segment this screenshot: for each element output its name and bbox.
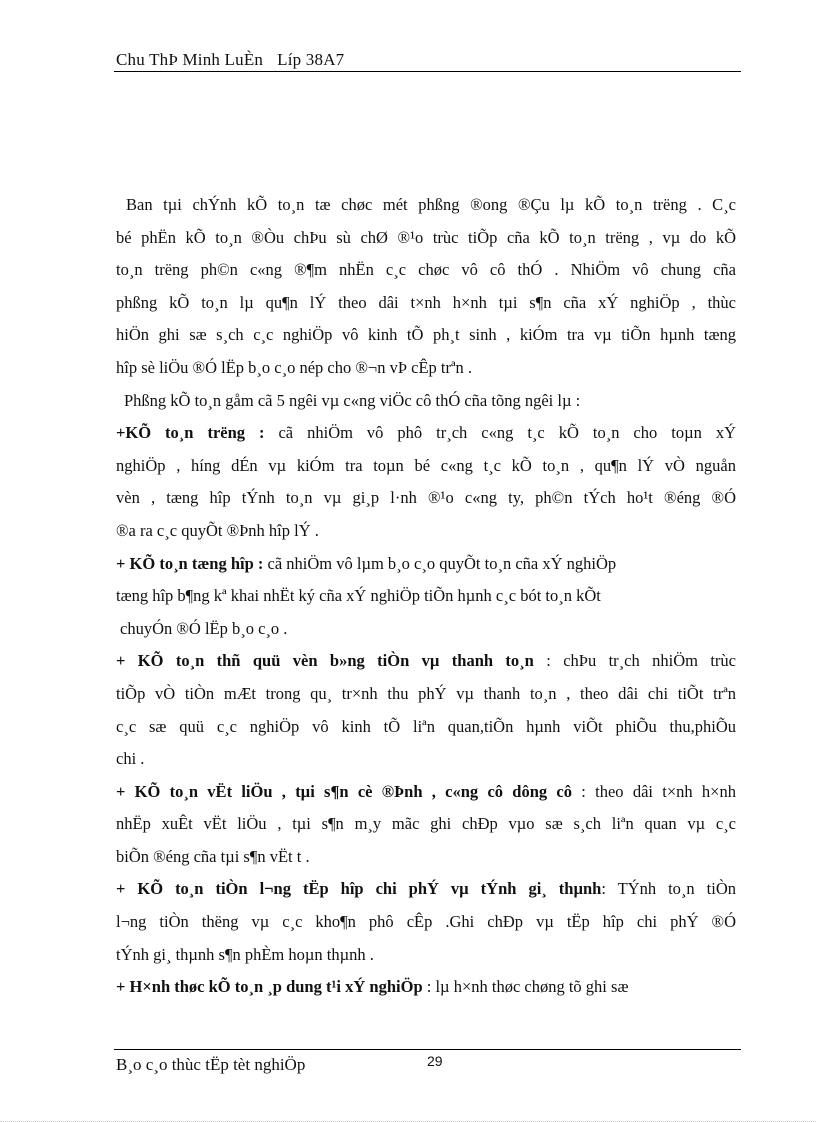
section-heading: +KÕ to¸n trëng :: [116, 423, 265, 443]
line-text: biÕn ®éng cña tµi s¶n vËt t .: [116, 846, 310, 866]
line-text: : TÝnh to¸n tiÒn: [601, 879, 736, 899]
text-line: [116, 189, 736, 222]
text-line: [116, 482, 736, 515]
text-line: [116, 873, 736, 906]
text-line: [116, 319, 736, 352]
line-text: tiÕp vÒ tiÒn mÆt trong qu¸ tr×nh thu phÝ vµ thanh to¸n , theo dâi chi tiÕt trªn: [116, 683, 736, 703]
text-line: [116, 743, 736, 776]
class-label: Líp 38A7: [277, 50, 345, 69]
paragraph: [116, 189, 736, 385]
paragraph: [116, 548, 736, 646]
line-text: Phßng kÕ to¸n gåm cã 5 ngêi vµ c«ng viÖc cô thÓ cña tõng ngêi lµ :: [124, 390, 581, 410]
text-line: [116, 254, 736, 287]
line-text: hîp sè liÖu ®Ó lËp b¸o c¸o nép cho ®¬n vÞ cÊp trªn .: [116, 357, 473, 377]
text-line: [116, 515, 736, 548]
text-line: [116, 808, 736, 841]
line-text: tæng hîp b¶ng kª khai nhËt ký cña xÝ nghiÖp tiÕn hµnh c¸c bót to¸n kÕt: [116, 586, 601, 606]
line-text: chuyÓn ®Ó lËp b¸o c¸o .: [120, 618, 288, 638]
text-line: [116, 613, 736, 646]
text-line: [116, 841, 736, 874]
paragraph: [116, 873, 736, 971]
line-text: l¬ng tiÒn thëng vµ c¸c kho¶n phô cÊp .Ghi chÐp vµ tËp hîp chi phÝ ®Ó: [116, 912, 736, 932]
section-heading: + KÕ to¸n thñ quü vèn b»ng tiÒn vµ thanh to¸n: [116, 651, 534, 671]
line-text: Ban tµi chÝnh kÕ to¸n tæ chøc mét phßng ®ong ®Çu lµ kÕ to¸n trëng . C¸c: [126, 195, 736, 214]
text-line: [116, 776, 736, 809]
section-heading: + KÕ to¸n tæng hîp :: [116, 553, 264, 573]
text-line: [116, 450, 736, 483]
line-text: hiÖn ghi sæ s¸ch c¸c nghiÖp vô kinh tÕ ph¸t sinh , kiÓm tra vµ tiÕn hµnh tæng: [116, 325, 736, 345]
footer-rule: [114, 1049, 741, 1050]
line-text: bé phËn kÕ to¸n ®Òu chÞu sù chØ ®¹o trùc tiÕp cña kÕ to¸n trëng , vµ do kÕ: [116, 227, 736, 247]
footer-title: B¸o c¸o thùc tËp tèt nghiÖp: [116, 1055, 306, 1074]
paragraph: [116, 417, 736, 547]
header-rule: [114, 71, 741, 72]
line-text: cã nhiÖm vô phô tr¸ch c«ng t¸c kÕ to¸n cho toµn xÝ: [264, 423, 736, 443]
paragraph: [116, 385, 736, 418]
page-header: [116, 50, 344, 70]
text-line: [116, 417, 736, 450]
text-line: [116, 971, 736, 1004]
paragraph: [116, 971, 736, 1004]
text-line: [116, 222, 736, 255]
line-text: : chÞu tr¸ch nhiÖm trùc: [533, 651, 736, 671]
section-heading: + KÕ to¸n vËt liÖu , tµi s¶n cè ®Þnh , c«ng cô dông cô: [116, 781, 573, 801]
text-line: [116, 580, 736, 613]
line-text: to¸n trëng ph©n c«ng ®¶m nhËn c¸c chøc vô cô thÓ . NhiÖm vô chung cña: [116, 260, 736, 280]
line-text: : lµ h×nh thøc chøng tõ ghi sæ: [422, 977, 629, 997]
text-line: [116, 645, 736, 678]
line-text: vèn , tæng hîp tÝnh to¸n vµ gi¸p l·nh ®¹o c«ng ty, ph©n tÝch ho¹t ®éng ®Ó: [116, 488, 736, 508]
page-edge-divider: [0, 1121, 816, 1122]
text-line: [116, 906, 736, 939]
text-line: [116, 548, 736, 581]
paragraph: [116, 645, 736, 775]
text-line: [116, 711, 736, 744]
text-line: [116, 678, 736, 711]
text-line: [116, 287, 736, 320]
line-text: nhËp xuÊt vËt liÖu , tµi s¶n m¸y mãc ghi chÐp vµo sæ s¸ch liªn quan vµ c¸c: [116, 814, 736, 834]
line-text: c¸c sæ quü c¸c nghiÖp vô kinh tÕ liªn quan,tiÕn hµnh viÕt phiÕu thu,phiÕu: [116, 716, 736, 736]
line-text: nghiÖp , híng dÉn vµ kiÓm tra toµn bé c«ng t¸c kÕ to¸n , qu¶n lÝ vÒ nguån: [116, 455, 736, 475]
line-text: chi .: [116, 749, 145, 769]
paragraph: [116, 776, 736, 874]
line-text: phßng kÕ to¸n lµ qu¶n lÝ theo dâi t×nh h×nh tµi s¶n cña xÝ nghiÖp , thùc: [116, 292, 736, 312]
line-text: cã nhiÖm vô lµm b¸o c¸o quyÕt to¸n cña xÝ nghiÖp: [263, 553, 617, 573]
line-text: tÝnh gi¸ thµnh s¶n phÈm hoµn thµnh .: [116, 944, 374, 964]
author-name: Chu ThÞ Minh LuÈn: [116, 50, 264, 69]
text-line: [116, 352, 736, 385]
line-text: ®a ra c¸c quyÕt ®Þnh hîp lÝ .: [116, 520, 319, 540]
body-text: [116, 189, 736, 1004]
line-text: : theo dâi t×nh h×nh: [572, 781, 736, 801]
text-line: [116, 385, 736, 418]
section-heading: + KÕ to¸n tiÒn l¬ng tËp hîp chi phÝ vµ tÝnh gi¸ thµnh: [116, 879, 602, 899]
text-line: [116, 939, 736, 972]
page-number: 29: [427, 1053, 443, 1069]
section-heading: + H×nh thøc kÕ to¸n ¸p dung t¹i xÝ nghiÖp: [116, 977, 423, 997]
